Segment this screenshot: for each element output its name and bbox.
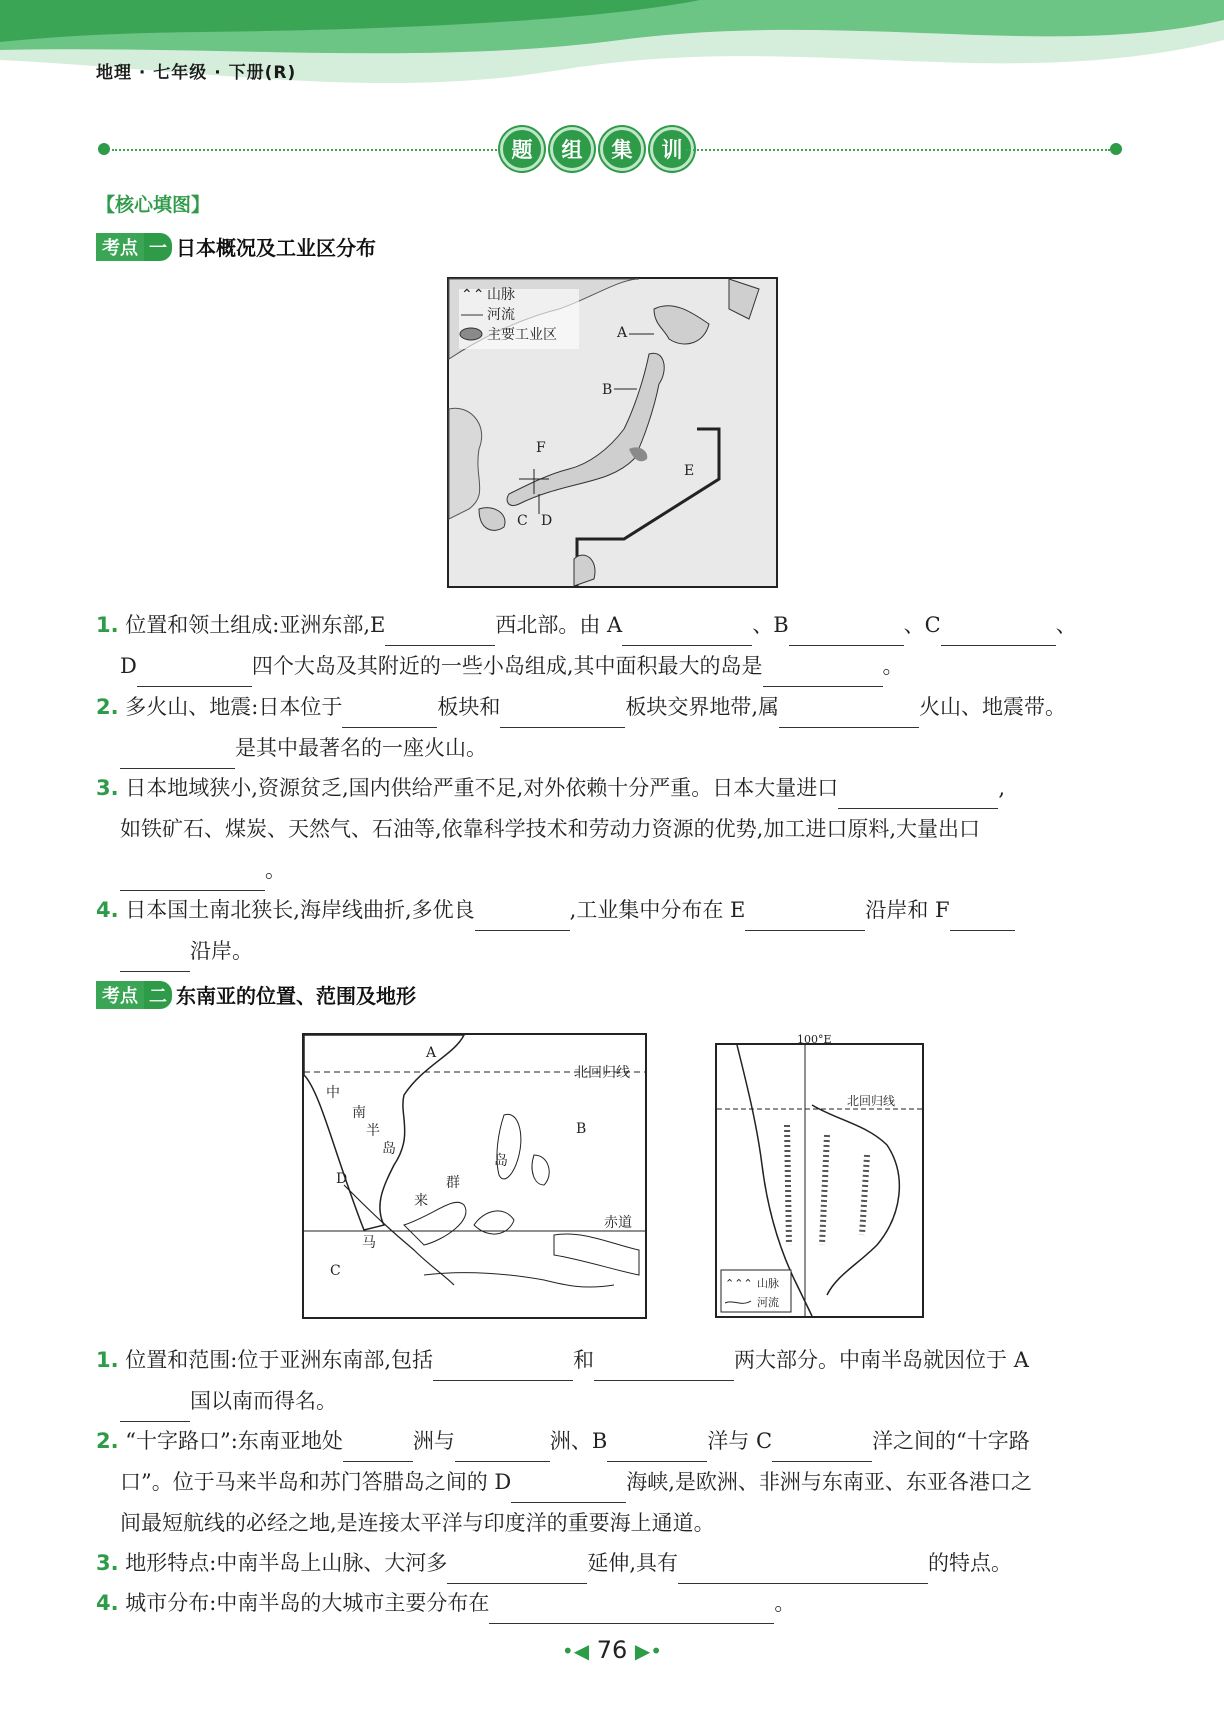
question-text: 西北部。由 A [495, 613, 623, 637]
question-text: 位置和领土组成:亚洲东部,E [125, 613, 386, 637]
banner-char: 集 [600, 127, 644, 171]
map-label-d: D [541, 513, 553, 529]
kaodian-tag: 考点 [96, 981, 144, 1009]
answer-blank[interactable] [678, 1557, 928, 1584]
arrow-left-icon: ▶• [634, 1639, 663, 1663]
kaodian-1-heading [96, 232, 376, 261]
question-text: 沿岸和 F [865, 898, 950, 922]
question-text: 海峡,是欧洲、非洲与东南亚、东亚各港口之 [626, 1470, 1032, 1494]
answer-blank[interactable] [745, 904, 865, 931]
question-text: 、 [1055, 613, 1077, 637]
kaodian-num: 一 [144, 233, 172, 261]
southeast-asia-map-svg [304, 1035, 645, 1317]
banner-char: 题 [500, 127, 544, 171]
map-label-f: F [536, 440, 546, 456]
question-text: 洲与 [412, 1429, 455, 1453]
answer-blank[interactable] [385, 619, 495, 646]
japan-map [447, 277, 778, 588]
question-text: 间最短航线的必经之地,是连接太平洋与印度洋的重要海上通道。 [120, 1511, 715, 1535]
answer-blank[interactable] [447, 1557, 587, 1584]
question-text: 口”。位于马来半岛和苏门答腊岛之间的 D [120, 1470, 512, 1494]
banner-char: 训 [650, 127, 694, 171]
page-number: 76 [596, 1636, 628, 1664]
banner-char: 组 [550, 127, 594, 171]
question-text: 两大部分。中南半岛就因位于 A [734, 1348, 1029, 1372]
answer-blank[interactable] [594, 1354, 734, 1381]
map-label-a: A [617, 325, 628, 341]
kaodian-title: 东南亚的位置、范围及地形 [176, 984, 416, 1008]
question-text: 板块交界地带,属 [625, 695, 780, 719]
question-text: D [120, 654, 137, 678]
question-number: 4. [96, 1591, 119, 1615]
question-1-1 [96, 605, 1130, 687]
southeast-asia-map [302, 1033, 647, 1319]
question-text: 、B [752, 613, 789, 637]
japan-map-svg [449, 279, 776, 586]
map-label-zhong: 中 [326, 1085, 340, 1101]
question-text: 的特点。 [928, 1551, 1013, 1575]
answer-blank[interactable] [120, 742, 235, 769]
banner-badges [500, 127, 694, 171]
equator-label: 赤道 [604, 1215, 632, 1231]
question-number: 3. [96, 1551, 119, 1575]
answer-blank[interactable] [941, 619, 1056, 646]
question-text: 如铁矿石、煤炭、天然气、石油等,依靠科学技术和劳动力资源的优势,加工进口原料,大量出口 [120, 817, 981, 841]
question-text: “十字路口”:东南亚地处 [125, 1429, 343, 1453]
kaodian-num: 二 [144, 981, 172, 1009]
legend-mountain-icon: ⌃⌃ [461, 287, 485, 303]
question-1-3 [96, 768, 1130, 891]
answer-blank[interactable] [489, 1597, 774, 1624]
map-label-e: E [684, 463, 695, 479]
question-text: 洋与 C [707, 1429, 773, 1453]
question-text: ,工业集中分布在 E [569, 898, 746, 922]
question-text: 沿岸。 [190, 939, 253, 963]
banner-line-left [112, 149, 497, 151]
answer-blank[interactable] [779, 701, 919, 728]
answer-blank[interactable] [607, 1435, 707, 1462]
question-number: 3. [96, 776, 119, 800]
question-number: 1. [96, 613, 119, 637]
question-text: 城市分布:中南半岛的大城市主要分布在 [125, 1591, 490, 1615]
answer-blank[interactable] [789, 619, 904, 646]
answer-blank[interactable] [120, 864, 265, 891]
map-label-lai: 来 [414, 1193, 428, 1209]
map-label-qun: 群 [446, 1175, 460, 1191]
legend-river-label-2: 河流 [757, 1296, 779, 1309]
question-text: 、C [903, 613, 941, 637]
answer-blank[interactable] [511, 1476, 626, 1503]
meridian-label: 100°E [797, 1033, 832, 1046]
map-label-b: B [576, 1121, 587, 1137]
question-text: 延伸,具有 [587, 1551, 679, 1575]
banner-line-right [686, 149, 1110, 151]
answer-blank[interactable] [433, 1354, 573, 1381]
question-text: 地形特点:中南半岛上山脉、大河多 [125, 1551, 448, 1575]
legend-mountain-label-2: 山脉 [757, 1277, 779, 1290]
question-number: 2. [96, 695, 119, 719]
tropic-label: 北回归线 [574, 1065, 630, 1081]
map-label-d: D [336, 1171, 348, 1187]
kaodian-tag: 考点 [96, 233, 144, 261]
answer-blank[interactable] [763, 660, 883, 687]
indochina-map [715, 1033, 924, 1318]
arrow-right-icon: •◀ [561, 1639, 590, 1663]
answer-blank[interactable] [500, 701, 625, 728]
question-text: 和 [573, 1348, 595, 1372]
question-2-2 [96, 1421, 1130, 1544]
question-number: 4. [96, 898, 119, 922]
answer-blank[interactable] [838, 782, 998, 809]
question-text: 火山、地震带。 [919, 695, 1067, 719]
answer-blank[interactable] [343, 1435, 413, 1462]
question-text: 洲、B [549, 1429, 608, 1453]
map-label-a: A [426, 1045, 437, 1061]
answer-blank[interactable] [137, 660, 252, 687]
section-title: 【核心填图】 [96, 194, 211, 216]
answer-blank[interactable] [120, 1395, 190, 1422]
map-label-ban: 半 [366, 1123, 380, 1139]
answer-blank[interactable] [622, 619, 752, 646]
legend-industry-icon [460, 328, 482, 340]
legend-mountain-icon-2: ⌃⌃⌃ [725, 1277, 753, 1290]
banner-dot-left [98, 143, 110, 155]
answer-blank[interactable] [120, 945, 190, 972]
question-text: , [998, 776, 1005, 800]
question-text: 。 [774, 1591, 796, 1615]
question-text: 板块和 [437, 695, 501, 719]
question-2-1 [96, 1340, 1130, 1422]
map-label-ma: 马 [362, 1235, 376, 1251]
question-text: 是其中最著名的一座火山。 [235, 736, 487, 760]
question-text: 位置和范围:位于亚洲东南部,包括 [125, 1348, 434, 1372]
map-label-c: C [330, 1263, 341, 1279]
legend-industry-label: 主要工业区 [487, 327, 557, 343]
answer-blank[interactable] [342, 701, 437, 728]
header-title: 地理 · 七年级 · 下册(R) [96, 63, 297, 83]
question-text: 日本国土南北狭长,海岸线曲折,多优良 [125, 898, 475, 922]
answer-blank[interactable] [772, 1435, 872, 1462]
answer-blank[interactable] [455, 1435, 550, 1462]
question-text: 。 [882, 654, 904, 678]
legend-mountain-label: 山脉 [487, 287, 515, 303]
map-label-nan: 南 [352, 1105, 366, 1121]
question-2-4 [96, 1583, 1130, 1624]
map-label-c: C [517, 513, 528, 529]
question-1-2 [96, 687, 1130, 769]
question-text: 四个大岛及其附近的一些小岛组成,其中面积最大的岛是 [251, 654, 763, 678]
map-label-b: B [602, 382, 613, 398]
question-text: 日本地域狭小,资源贫乏,国内供给严重不足,对外依赖十分严重。日本大量进口 [125, 776, 839, 800]
question-text: 洋之间的“十字路 [872, 1429, 1030, 1453]
answer-blank[interactable] [950, 904, 1015, 931]
question-text: 。 [265, 858, 286, 882]
tropic-label-2: 北回归线 [847, 1094, 896, 1108]
question-number: 2. [96, 1429, 119, 1453]
question-text: 多火山、地震:日本位于 [125, 695, 343, 719]
kaodian-title: 日本概况及工业区分布 [176, 236, 376, 260]
indochina-map-svg [717, 1033, 922, 1316]
question-1-4 [96, 890, 1130, 972]
question-text: 国以南而得名。 [190, 1389, 337, 1413]
banner-dot-right [1110, 143, 1122, 155]
answer-blank[interactable] [475, 904, 570, 931]
page-number-footer [0, 1636, 1224, 1664]
map-label-dao2: 岛 [494, 1153, 508, 1169]
legend-river-label: 河流 [487, 307, 515, 323]
question-number: 1. [96, 1348, 119, 1372]
question-2-3 [96, 1543, 1130, 1584]
map-label-dao: 岛 [382, 1141, 396, 1157]
kaodian-2-heading [96, 980, 416, 1009]
